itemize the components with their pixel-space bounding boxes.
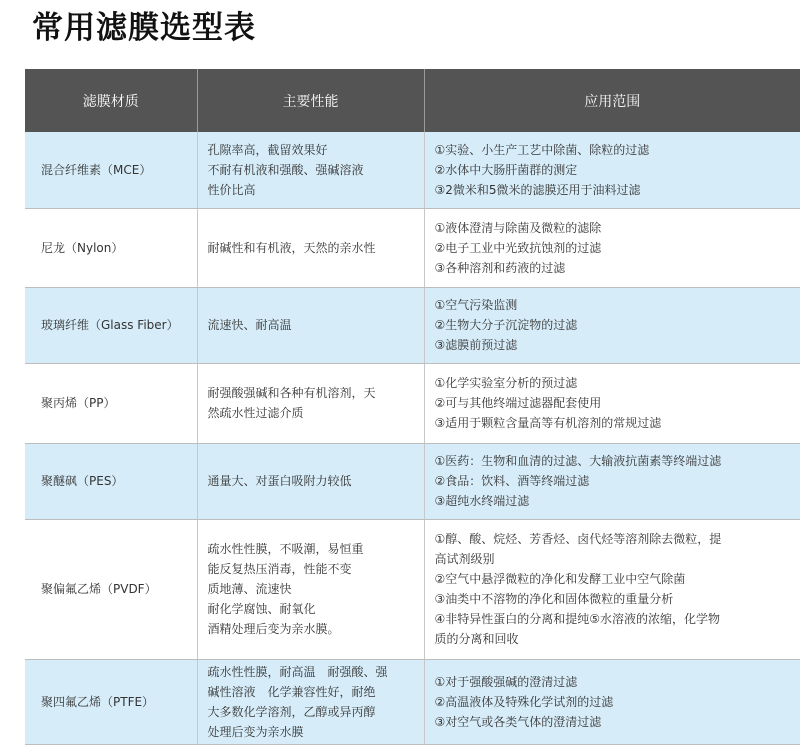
application-line: ①醇、酸、烷烃、芳香烃、卤代烃等溶剂除去微粒，提 <box>434 532 722 546</box>
application-line: ③适用于颗粒含量高等有机溶剂的常规过滤 <box>434 416 662 430</box>
performance-line: 耐化学腐蚀、耐氧化 <box>207 602 316 616</box>
table-header <box>25 69 800 132</box>
material-name: 玻璃纤维（Glass Fiber） <box>41 318 179 332</box>
application-line: ④非特异性蛋白的分离和提纯⑤水溶液的浓缩，化学物 <box>434 612 721 626</box>
application-line: ①对于强酸强碱的澄清过滤 <box>434 674 578 689</box>
application-line: ③2微米和5微米的滤膜还用于油料过滤 <box>434 182 641 197</box>
performance-line: 处理后变为亲水膜 <box>207 724 304 739</box>
application-line: ①化学实验室分析的预过滤 <box>434 376 578 390</box>
cell-performance <box>197 659 424 744</box>
table-body <box>25 132 800 744</box>
performance-line: 质地薄、流速快 <box>207 582 292 596</box>
cell-performance <box>197 132 424 208</box>
performance-line: 酒精处理后变为亲水膜。 <box>207 622 340 636</box>
performance-line: 通量大、对蛋白吸附力较低 <box>207 474 352 488</box>
cell-applications <box>424 208 800 287</box>
performance-line: 流速快、耐高温 <box>207 318 292 332</box>
application-line: ②食品：饮料、酒等终端过滤 <box>434 474 590 488</box>
application-line: ③油类中不溶物的净化和固体微粒的重量分析 <box>434 592 674 606</box>
header-performance: 主要性能 <box>197 69 424 132</box>
performance-line: 能反复热压消毒，性能不变 <box>207 562 352 576</box>
application-line: 高试剂级别 <box>434 552 495 566</box>
application-line: ②高温液体及特殊化学试剂的过滤 <box>434 694 614 709</box>
cell-applications <box>424 287 800 363</box>
performance-line: 孔隙率高，截留效果好 <box>207 142 328 157</box>
header-material: 滤膜材质 <box>25 69 197 132</box>
cell-applications <box>424 132 800 208</box>
cell-applications <box>424 443 800 519</box>
performance-line: 碱性溶液 化学兼容性好，耐绝 <box>207 684 376 699</box>
application-line: ②生物大分子沉淀物的过滤 <box>434 318 578 332</box>
application-line: ③对空气或各类气体的澄清过滤 <box>434 714 602 729</box>
performance-line: 疏水性性膜，耐高温 耐强酸、强 <box>207 664 388 679</box>
performance-line: 耐碱性和有机液，天然的亲水性 <box>207 240 376 255</box>
table-row <box>25 208 800 287</box>
cell-applications <box>424 659 800 744</box>
table-row <box>25 443 800 519</box>
cell-applications <box>424 363 800 443</box>
application-line: ③滤膜前预过滤 <box>434 338 518 352</box>
material-name: 聚丙烯（PP） <box>41 396 116 410</box>
application-line: ③超纯水终端过滤 <box>434 494 530 508</box>
header-applications: 应用范围 <box>424 69 800 132</box>
page-title: 常用滤膜选型表 <box>32 10 256 46</box>
material-name: 聚四氟乙烯（PTFE） <box>41 694 155 709</box>
application-line: ③各种溶剂和药液的过滤 <box>434 260 566 275</box>
application-line: ②可与其他终端过滤器配套使用 <box>434 396 602 410</box>
cell-performance <box>197 443 424 519</box>
table-row <box>25 132 800 208</box>
header-row <box>25 69 800 132</box>
cell-material <box>25 287 197 363</box>
cell-applications <box>424 519 800 659</box>
cell-material <box>25 132 197 208</box>
cell-material <box>25 443 197 519</box>
performance-line: 不耐有机液和强酸、强碱溶液 <box>207 162 364 177</box>
table-row <box>25 363 800 443</box>
performance-line: 大多数化学溶剂，乙醇或异丙醇 <box>207 704 376 719</box>
filter-selection-table <box>25 69 800 745</box>
application-line: ①空气污染监测 <box>434 298 518 312</box>
application-line: ②空气中悬浮微粒的净化和发酵工业中空气除菌 <box>434 572 686 586</box>
cell-material <box>25 519 197 659</box>
cell-performance <box>197 363 424 443</box>
cell-performance <box>197 519 424 659</box>
performance-line: 性价比高 <box>207 182 256 197</box>
material-name: 混合纤维素（MCE） <box>41 162 152 177</box>
application-line: ②水体中大肠肝菌群的测定 <box>434 162 578 177</box>
material-name: 聚醚砜（PES） <box>41 474 124 488</box>
cell-material <box>25 659 197 744</box>
table-row <box>25 659 800 744</box>
cell-material <box>25 208 197 287</box>
table-row <box>25 287 800 363</box>
application-line: ①液体澄清与除菌及微粒的滤除 <box>434 220 602 235</box>
cell-performance <box>197 287 424 363</box>
material-name: 聚偏氟乙烯（PVDF） <box>41 582 157 596</box>
performance-line: 疏水性性膜，不吸潮，易恒重 <box>207 542 364 556</box>
application-line: 质的分离和回收 <box>434 632 519 646</box>
application-line: ①实验、小生产工艺中除菌、除粒的过滤 <box>434 142 650 157</box>
cell-performance <box>197 208 424 287</box>
cell-material <box>25 363 197 443</box>
application-line: ①医药：生物和血清的过滤、大输液抗菌素等终端过滤 <box>434 454 722 468</box>
application-line: ②电子工业中光致抗蚀剂的过滤 <box>434 240 602 255</box>
table-row <box>25 519 800 659</box>
material-name: 尼龙（Nylon） <box>41 240 124 255</box>
performance-line: 然疏水性过滤介质 <box>207 406 304 420</box>
performance-line: 耐强酸强碱和各种有机溶剂，天 <box>207 386 376 400</box>
